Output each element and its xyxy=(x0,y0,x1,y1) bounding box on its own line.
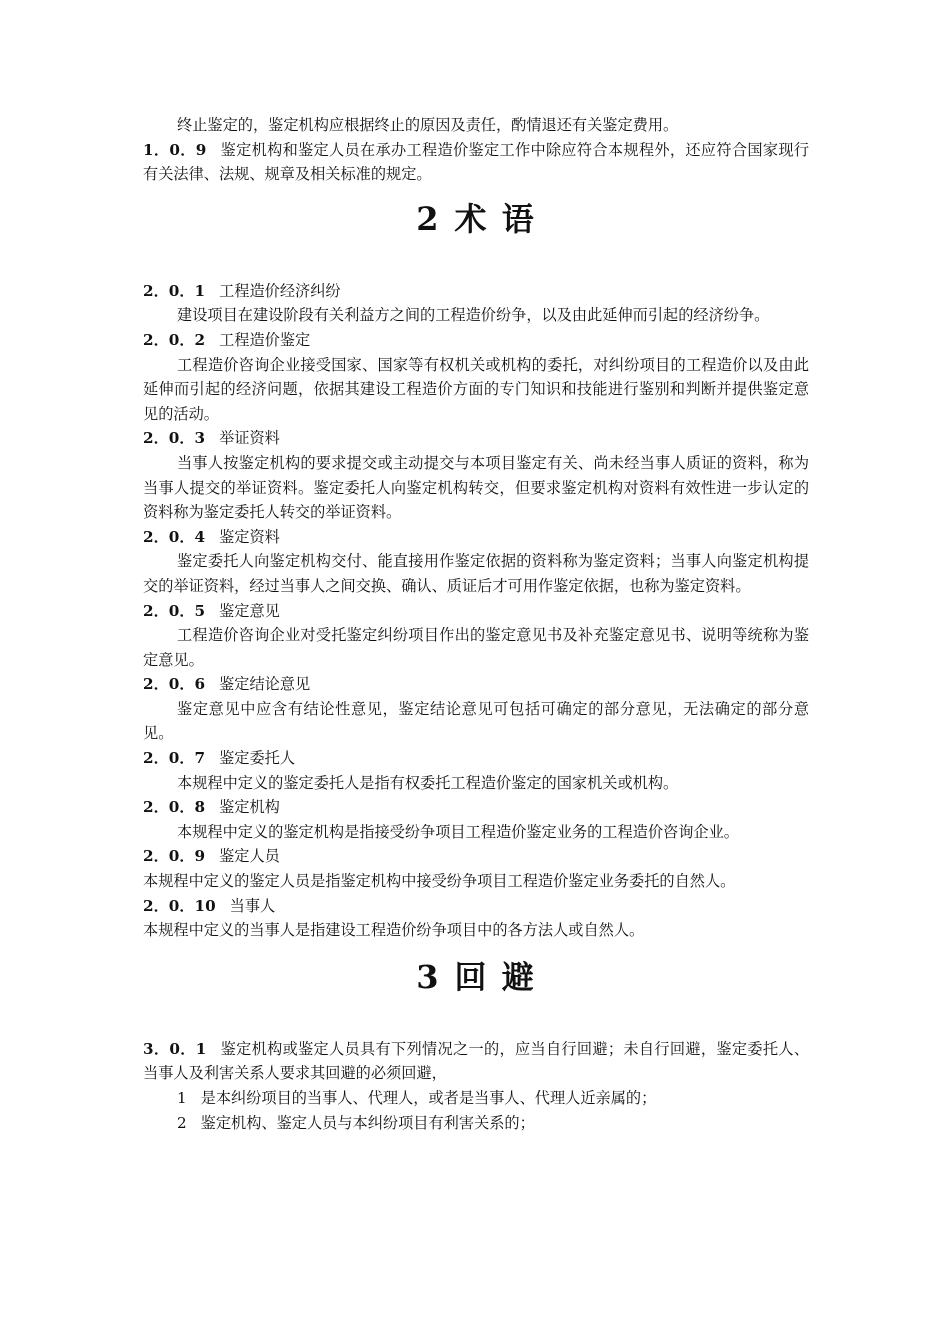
term-definition: 工程造价咨询企业接受国家、国家等有权机关或机构的委托，对纠纷项目的工程造价以及由此延伸而引起的经济问题，依据其建设工程造价方面的专门知识和技能进行鉴别和判断并提供鉴定意见的活动。 xyxy=(143,355,809,423)
term-name: 鉴定人员 xyxy=(219,847,280,866)
section-number: 2 xyxy=(416,199,441,238)
term-number: 2．0．5 xyxy=(143,601,206,620)
clause-text: 鉴定机构或鉴定人员具有下列情况之一的，应当自行回避；未自行回避，鉴定委托人、当事人及利害关系人要求其回避的必须回避， xyxy=(143,1039,809,1083)
clause-number: 1．0．9 xyxy=(143,140,207,159)
list-item-text: 是本纠纷项目的当事人、代理人，或者是当事人、代理人近亲属的； xyxy=(200,1089,657,1107)
term-2-0-2 xyxy=(143,328,809,353)
term-name: 鉴定意见 xyxy=(219,601,280,620)
section-heading-recusal xyxy=(143,957,809,997)
term-definition: 工程造价咨询企业对受托鉴定纠纷项目作出的鉴定意见书及补充鉴定意见书、说明等统称为鉴定意见。 xyxy=(143,626,809,669)
term-number: 2．0．1 xyxy=(143,281,206,300)
term-number: 2．0．7 xyxy=(143,749,206,768)
term-2-0-8 xyxy=(143,795,809,820)
term-2-0-4 xyxy=(143,525,809,550)
term-2-0-7 xyxy=(143,746,809,771)
list-item-number: 2 xyxy=(177,1113,187,1132)
term-definition: 当事人按鉴定机构的要求提交或主动提交与本项目鉴定有关、尚未经当事人质证的资料，称为当事人提交的举证资料。鉴定委托人向鉴定机构转交，但要求鉴定机构对资料有效性进一步认定的资料称为鉴定委托人转交的举证资料。 xyxy=(143,453,809,522)
term-2-0-9 xyxy=(143,844,809,869)
paragraph-termination-fees: 终止鉴定的，鉴定机构应根据终止的原因及责任，酌情退还有关鉴定费用。 xyxy=(177,116,679,134)
clause-text: 鉴定机构和鉴定人员在承办工程造价鉴定工作中除应符合本规程外，还应符合国家现行有关法律、法规、规章及相关标准的规定。 xyxy=(143,140,809,184)
term-number: 2．0．9 xyxy=(143,847,206,866)
term-definition: 建设项目在建设阶段有关利益方之间的工程造价纷争，以及由此延伸而引起的经济纷争。 xyxy=(177,306,770,325)
term-number: 2．0．10 xyxy=(143,896,216,915)
term-number: 2．0．8 xyxy=(143,798,206,817)
term-2-0-1 xyxy=(143,279,809,304)
term-number: 2．0．6 xyxy=(143,675,206,694)
term-name: 鉴定资料 xyxy=(219,527,280,546)
term-definition: 本规程中定义的鉴定机构是指接受纷争项目工程造价鉴定业务的工程造价咨询企业。 xyxy=(177,822,739,841)
term-name: 工程造价鉴定 xyxy=(219,330,311,349)
term-definition: 本规程中定义的鉴定人员是指鉴定机构中接受纷争项目工程造价鉴定业务委托的自然人。 xyxy=(143,872,736,891)
term-name: 举证资料 xyxy=(219,429,280,448)
term-2-0-3 xyxy=(143,426,809,451)
term-name: 当事人 xyxy=(229,896,276,915)
list-item-number: 1 xyxy=(177,1089,187,1107)
term-2-0-10 xyxy=(143,894,809,919)
section-title: 术 语 xyxy=(454,199,536,238)
term-definition: 本规程中定义的当事人是指建设工程造价纷争项目中的各方法人或自然人。 xyxy=(143,921,645,940)
term-definition: 鉴定意见中应含有结论性意见，鉴定结论意见可包括可确定的部分意见，无法确定的部分意见。 xyxy=(143,699,809,743)
term-name: 鉴定结论意见 xyxy=(219,675,311,694)
term-definition: 本规程中定义的鉴定委托人是指有权委托工程造价鉴定的国家机关或机构。 xyxy=(177,773,679,792)
clause-1-0-9 xyxy=(143,138,809,187)
section-number: 3 xyxy=(416,957,441,996)
list-item xyxy=(143,1111,809,1136)
term-name: 工程造价经济纠纷 xyxy=(219,281,341,300)
term-2-0-6 xyxy=(143,672,809,697)
list-item-text: 鉴定机构、鉴定人员与本纠纷项目有利害关系的； xyxy=(200,1113,535,1132)
section-title: 回 避 xyxy=(454,957,536,996)
term-name: 鉴定委托人 xyxy=(219,749,296,768)
term-number: 2．0．3 xyxy=(143,429,206,448)
term-2-0-5 xyxy=(143,599,809,624)
list-item xyxy=(143,1086,809,1111)
term-number: 2．0．2 xyxy=(143,330,206,349)
term-number: 2．0．4 xyxy=(143,527,206,546)
document-page xyxy=(143,113,809,1135)
section-heading-terms xyxy=(143,199,809,239)
term-definition: 鉴定委托人向鉴定机构交付、能直接用作鉴定依据的资料称为鉴定资料；当事人向鉴定机构提交的举证资料，经过当事人之间交换、确认、质证后才可用作鉴定依据，也称为鉴定资料。 xyxy=(143,552,809,595)
term-name: 鉴定机构 xyxy=(219,798,280,817)
clause-3-0-1 xyxy=(143,1037,809,1086)
clause-number: 3．0．1 xyxy=(143,1039,207,1058)
